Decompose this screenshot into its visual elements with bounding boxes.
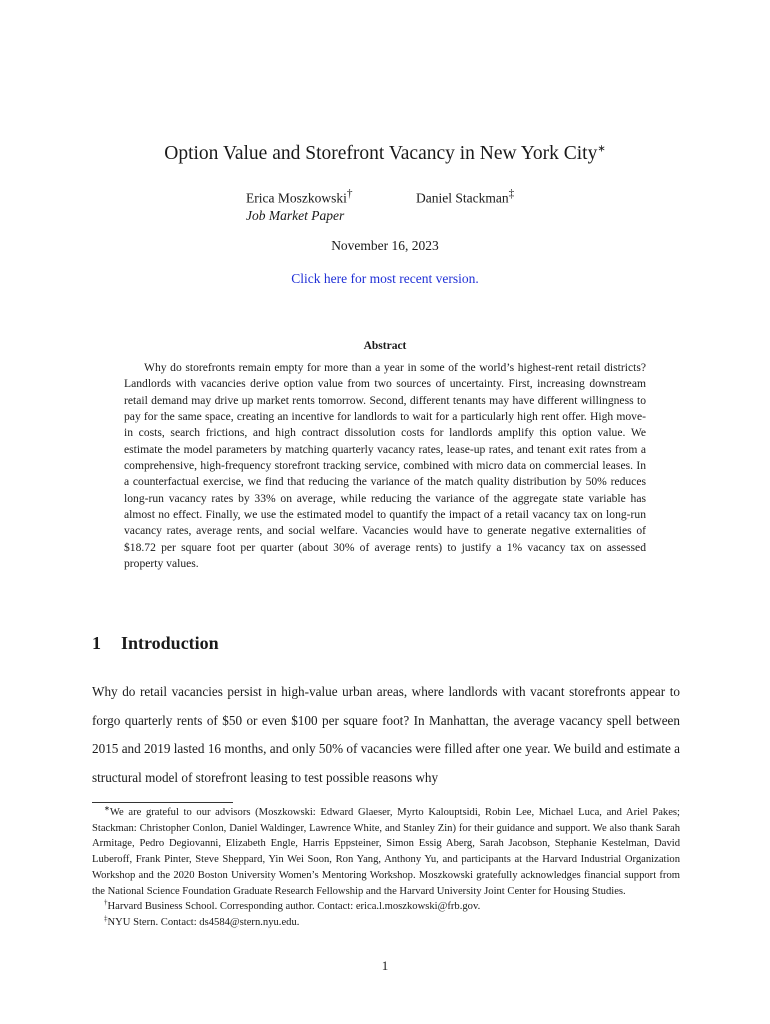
recent-version-link[interactable]: Click here for most recent version.: [291, 271, 479, 286]
footnote-mark: ∗: [104, 804, 110, 813]
author-name: Erica Moszkowski: [246, 190, 347, 206]
abstract-body: Why do storefronts remain empty for more than a year in some of the world’s highest-rent retail districts? Landlords with vacancies derive option value from two sources of uncertainty. First, increasing downstream retail demand may drive up market rents tomorrow. Second, different tenants may have different willingness to pay for the same space, creating an incentive for landlords to wait for a particularly high rent offer. High move-in costs, search frictions, and high contract dissolution costs for landlords amplify this option value. We estimate the model parameters by matching quarterly vacancy rates, lease-up rates, and tenant exit rates from a comprehensive, high-frequency storefront tracking service, combined with micro data on commercial leases. In a counterfactual exercise, we find that reducing the variance of the match quality distribution by 50% reduces long-run vacancy rates by 33% on average, while reducing the variance of the aggregate state variable has almost no effect. Finally, we use the estimated model to quantify the impact of a retail vacancy tax on long-run vacancy rates, average rents, and social welfare. Vacancies would have to generate negative externalities of $18.72 per square foot per quarter (about 30% of average rents) to justify a 1% vacancy tax on assessed property values.: [124, 361, 646, 571]
footnote-mark: ‡: [104, 914, 108, 923]
footnote-text: We are grateful to our advisors (Moszkowski: Edward Glaeser, Myrto Kalouptsidi, Robin Lee, Michael Luca, and Ariel Pakes; Stackman: Christopher Conlon, Daniel Waldinger, Lawrence White, and Stanley Zin) for their guidance and support. We also thank Sarah Armitage, Pedro Degiovanni, Elizabeth Engle, Harris Eppsteiner, Simon Essig Aberg, Sarah Jacobson, Stephanie Kestelman, David Luberoff, Frank Pinter, Steve Sheppard, Yin Wei Soon, Ron Yang, Anthony Yu, and participants at the Harvard Industrial Organization Workshop and the 2020 Boston University Women’s Mentoring Workshop. Moszkowski gratefully acknowledges financial support from the National Science Foundation Graduate Research Fellowship and the Harvard University Joint Center for Housing Studies.: [92, 807, 680, 897]
section-title: Introduction: [121, 633, 219, 653]
section-number: 1: [92, 633, 101, 653]
section-heading: [92, 633, 219, 654]
footnote-moszkowski: [92, 899, 680, 915]
page-number: 1: [381, 958, 389, 973]
footnote-text: Harvard Business School. Corresponding author. Contact: erica.l.moszkowski@frb.gov.: [107, 901, 481, 913]
abstract-heading: Abstract: [363, 340, 407, 352]
author-moszkowski: [246, 188, 352, 207]
footnote-rule: [92, 802, 233, 803]
footnote-mark: †: [104, 898, 108, 907]
author-footnote-mark: †: [346, 188, 353, 200]
author-name: Daniel Stackman: [416, 190, 509, 206]
author-footnote-mark: ‡: [508, 188, 515, 200]
paper-title: [0, 143, 770, 165]
footnote-text: NYU Stern. Contact: ds4584@stern.nyu.edu.: [107, 916, 300, 928]
job-market-paper-note: Job Market Paper: [246, 208, 345, 223]
footnotes: [92, 805, 680, 931]
title-text: Option Value and Storefront Vacancy in New York City: [164, 143, 598, 164]
title-footnote-mark: ∗: [597, 143, 606, 155]
footnote-stackman: [92, 915, 680, 931]
paper-date: November 16, 2023: [331, 238, 439, 253]
introduction-paragraph: Why do retail vacancies persist in high-value urban areas, where landlords with vacant storefronts appear to forgo quarterly rents of $50 or even $100 per square foot? In Manhattan, the average vacancy spell between 2015 and 2019 lasted 16 months, and only 50% of vacancies were filled after one year. We build and estimate a structural model of storefront leasing to test possible reasons why: [92, 684, 680, 785]
footnote-acknowledgments: [92, 805, 680, 899]
author-stackman: [416, 188, 514, 207]
